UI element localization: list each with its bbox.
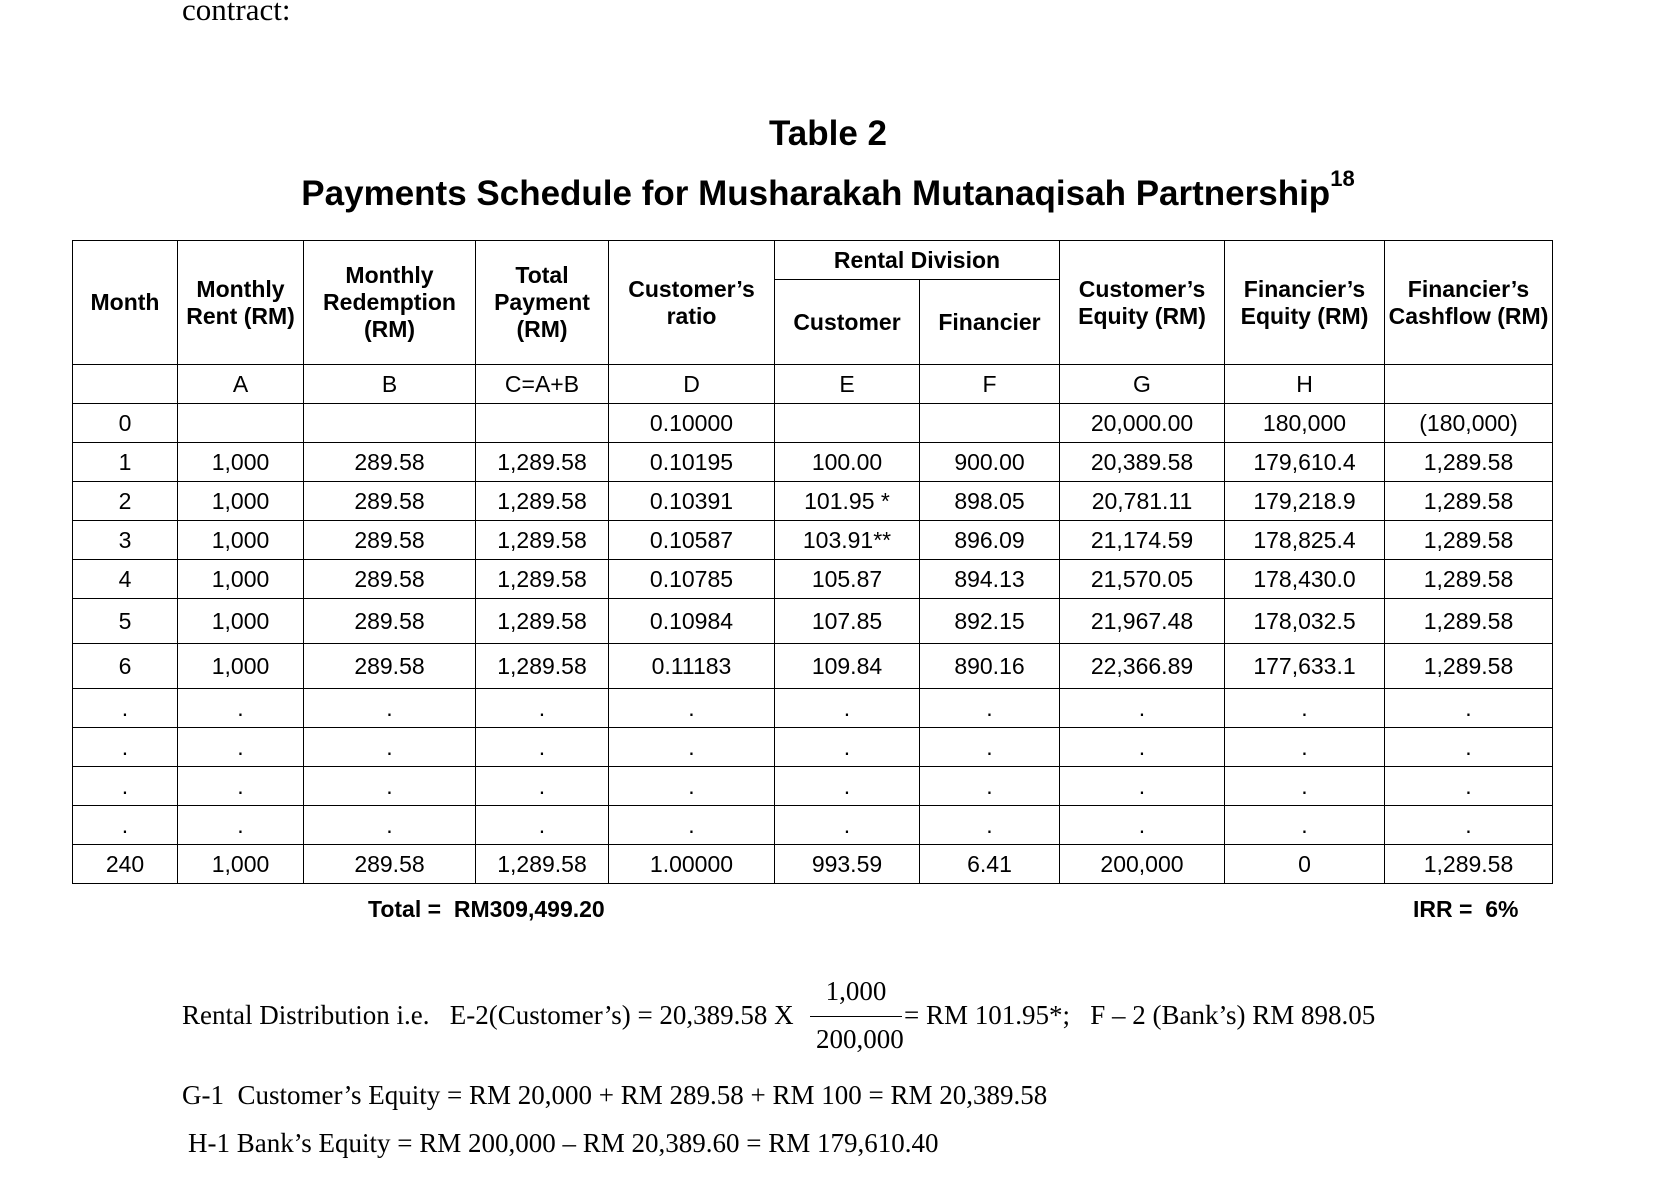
table-cell: 21,570.05 (1060, 560, 1225, 599)
table-cell: 1,000 (178, 560, 304, 599)
table-row (73, 728, 1553, 767)
table-cell: . (1225, 767, 1385, 806)
table-cell: 179,610.4 (1225, 443, 1385, 482)
table-cell: . (609, 806, 775, 845)
table-cell: B (304, 365, 476, 404)
table-cell: 177,633.1 (1225, 644, 1385, 689)
table-cell (1385, 365, 1553, 404)
table-cell: . (476, 689, 609, 728)
header-financier-equity: Financier’s Equity (RM) (1225, 241, 1385, 365)
table-cell: . (304, 806, 476, 845)
table-cell: . (775, 767, 920, 806)
table-cell: 1 (73, 443, 178, 482)
header-customer-equity: Customer’s Equity (RM) (1060, 241, 1225, 365)
table-cell: H (1225, 365, 1385, 404)
header-monthly-redemption: Monthly Redemption (RM) (304, 241, 476, 365)
table-cell: 21,967.48 (1060, 599, 1225, 644)
table-cell: . (178, 806, 304, 845)
table-cell: . (304, 689, 476, 728)
table-cell: 289.58 (304, 482, 476, 521)
table-cell: (180,000) (1385, 404, 1553, 443)
table-row (73, 599, 1553, 644)
table-cell: 993.59 (775, 845, 920, 884)
table-row (73, 767, 1553, 806)
table-cell: D (609, 365, 775, 404)
table-row (73, 521, 1553, 560)
table-cell: . (1385, 728, 1553, 767)
table-cell: . (73, 728, 178, 767)
table-cell: 105.87 (775, 560, 920, 599)
table-row (73, 806, 1553, 845)
table-row (73, 482, 1553, 521)
table-cell: 178,032.5 (1225, 599, 1385, 644)
table-cell (304, 404, 476, 443)
table-cell: 1,289.58 (476, 482, 609, 521)
table-cell: . (775, 689, 920, 728)
intro-text: contract: (182, 0, 291, 27)
table-cell: 20,389.58 (1060, 443, 1225, 482)
table-cell: . (1385, 689, 1553, 728)
column-code-row (73, 365, 1553, 404)
table-cell: 890.16 (920, 644, 1060, 689)
table-cell: . (476, 767, 609, 806)
table-cell: . (1225, 728, 1385, 767)
table-cell: 21,174.59 (1060, 521, 1225, 560)
table-cell: 1,289.58 (1385, 644, 1553, 689)
table-cell: 100.00 (775, 443, 920, 482)
table-title: Table 2 (768, 114, 887, 153)
table-cell: 1,000 (178, 845, 304, 884)
table-cell: 1,289.58 (476, 521, 609, 560)
header-month: Month (73, 241, 178, 365)
table-cell: 200,000 (1060, 845, 1225, 884)
table-cell: 6.41 (920, 845, 1060, 884)
table-body (73, 365, 1553, 884)
table-cell: 240 (73, 845, 178, 884)
table-cell: G (1060, 365, 1225, 404)
table-cell: 1,289.58 (476, 599, 609, 644)
table-cell: 101.95 * (775, 482, 920, 521)
table-cell: E (775, 365, 920, 404)
table-cell: 898.05 (920, 482, 1060, 521)
footnote-marker: 18 (1330, 166, 1355, 191)
table-cell: . (609, 689, 775, 728)
table-cell: . (1060, 689, 1225, 728)
header-customer: Customer (775, 280, 920, 365)
table-cell: . (1060, 767, 1225, 806)
table-cell: 289.58 (304, 560, 476, 599)
table-cell: 289.58 (304, 443, 476, 482)
table-cell: . (775, 806, 920, 845)
header-total-payment: Total Payment (RM) (476, 241, 609, 365)
table-cell: . (920, 728, 1060, 767)
table-cell: . (1225, 806, 1385, 845)
bank-equity-note: H-1 Bank’s Equity = RM 200,000 – RM 20,389.60 = RM 179,610.40 (188, 1128, 939, 1158)
table-cell: . (178, 767, 304, 806)
table-cell: 107.85 (775, 599, 920, 644)
table-cell: 4 (73, 560, 178, 599)
table-cell: . (920, 767, 1060, 806)
table-cell: 1,289.58 (1385, 560, 1553, 599)
table-cell: 2 (73, 482, 178, 521)
table-cell: . (609, 728, 775, 767)
table-cell (775, 404, 920, 443)
table-cell: 1,000 (178, 521, 304, 560)
table-cell: . (1060, 728, 1225, 767)
table-cell: 1,289.58 (476, 644, 609, 689)
table-cell: 0.10785 (609, 560, 775, 599)
table-cell: 1.00000 (609, 845, 775, 884)
table-cell (920, 404, 1060, 443)
rental-distribution-note: Rental Distribution i.e. E-2(Customer’s) = 20,389.58 X (182, 1000, 794, 1030)
table-cell: . (609, 767, 775, 806)
table-cell: 0.10587 (609, 521, 775, 560)
table-cell: . (1385, 767, 1553, 806)
header-financier: Financier (920, 280, 1060, 365)
table-cell: 178,430.0 (1225, 560, 1385, 599)
fraction-bar (810, 1016, 902, 1017)
payments-schedule-table (72, 240, 1553, 884)
table-cell: 103.91** (775, 521, 920, 560)
table-cell: F (920, 365, 1060, 404)
table-cell: 289.58 (304, 599, 476, 644)
table-cell: 894.13 (920, 560, 1060, 599)
table-subtitle-text: Payments Schedule for Musharakah Mutanaqisah Partnership (301, 174, 1331, 213)
irr-label: IRR = 6% (1413, 896, 1519, 922)
table-row (73, 404, 1553, 443)
table-cell: . (304, 767, 476, 806)
table-cell: . (73, 806, 178, 845)
table-cell: 1,000 (178, 443, 304, 482)
table-cell: . (1060, 806, 1225, 845)
table-cell: 0 (73, 404, 178, 443)
total-label: Total = RM309,499.20 (368, 896, 605, 922)
table-cell: 5 (73, 599, 178, 644)
table-cell: 1,000 (178, 482, 304, 521)
table-cell: 178,825.4 (1225, 521, 1385, 560)
table-cell: 0.10000 (609, 404, 775, 443)
table-cell: 180,000 (1225, 404, 1385, 443)
table-cell: 6 (73, 644, 178, 689)
table-cell: 109.84 (775, 644, 920, 689)
header-financier-cashflow: Financier’s Cashflow (RM) (1385, 241, 1553, 365)
table-cell: 1,289.58 (476, 443, 609, 482)
table-cell: 289.58 (304, 521, 476, 560)
table-subtitle (0, 166, 1656, 214)
table-row (73, 443, 1553, 482)
table-cell: . (73, 689, 178, 728)
table-cell: 1,289.58 (476, 845, 609, 884)
table-cell: 1,289.58 (1385, 845, 1553, 884)
table-cell: 289.58 (304, 644, 476, 689)
header-rental-division: Rental Division (775, 241, 1060, 280)
table-cell: 0.10195 (609, 443, 775, 482)
customer-equity-note: G-1 Customer’s Equity = RM 20,000 + RM 289.58 + RM 100 = RM 20,389.58 (182, 1080, 1048, 1110)
table-cell: . (920, 689, 1060, 728)
table-cell: 1,289.58 (1385, 599, 1553, 644)
table-cell (73, 365, 178, 404)
table-cell: . (1225, 689, 1385, 728)
table-cell: 20,000.00 (1060, 404, 1225, 443)
table-cell: 3 (73, 521, 178, 560)
table-cell: . (1385, 806, 1553, 845)
header-monthly-rent: Monthly Rent (RM) (178, 241, 304, 365)
table-cell: 0.10391 (609, 482, 775, 521)
table-cell: . (304, 728, 476, 767)
table-cell: 1,289.58 (1385, 443, 1553, 482)
table-row (73, 845, 1553, 884)
table-cell: 0.10984 (609, 599, 775, 644)
table-cell: 0 (1225, 845, 1385, 884)
table-row (73, 689, 1553, 728)
table-cell: 896.09 (920, 521, 1060, 560)
table-row (73, 560, 1553, 599)
table-cell: 1,289.58 (1385, 482, 1553, 521)
table-row (73, 644, 1553, 689)
table-cell: . (920, 806, 1060, 845)
table-cell (178, 404, 304, 443)
fraction-denominator: 200,000 (816, 1024, 904, 1054)
table-cell: A (178, 365, 304, 404)
table-cell: 179,218.9 (1225, 482, 1385, 521)
table-cell: 1,289.58 (1385, 521, 1553, 560)
table-cell: 1,289.58 (476, 560, 609, 599)
table-cell: 1,000 (178, 644, 304, 689)
table-cell: C=A+B (476, 365, 609, 404)
table-cell: 0.11183 (609, 644, 775, 689)
table-cell: 20,781.11 (1060, 482, 1225, 521)
table-cell: . (775, 728, 920, 767)
table-cell: . (73, 767, 178, 806)
table-cell (476, 404, 609, 443)
table-cell: 1,000 (178, 599, 304, 644)
table-cell: . (178, 728, 304, 767)
table-cell: 289.58 (304, 845, 476, 884)
table-cell: . (476, 728, 609, 767)
table-cell: . (476, 806, 609, 845)
fraction-numerator: 1,000 (825, 976, 887, 1006)
table-cell: 900.00 (920, 443, 1060, 482)
header-customer-ratio: Customer’s ratio (609, 241, 775, 365)
rental-distribution-result: = RM 101.95*; F – 2 (Bank’s) RM 898.05 (904, 1000, 1376, 1030)
table-cell: . (178, 689, 304, 728)
table-cell: 22,366.89 (1060, 644, 1225, 689)
table-cell: 892.15 (920, 599, 1060, 644)
